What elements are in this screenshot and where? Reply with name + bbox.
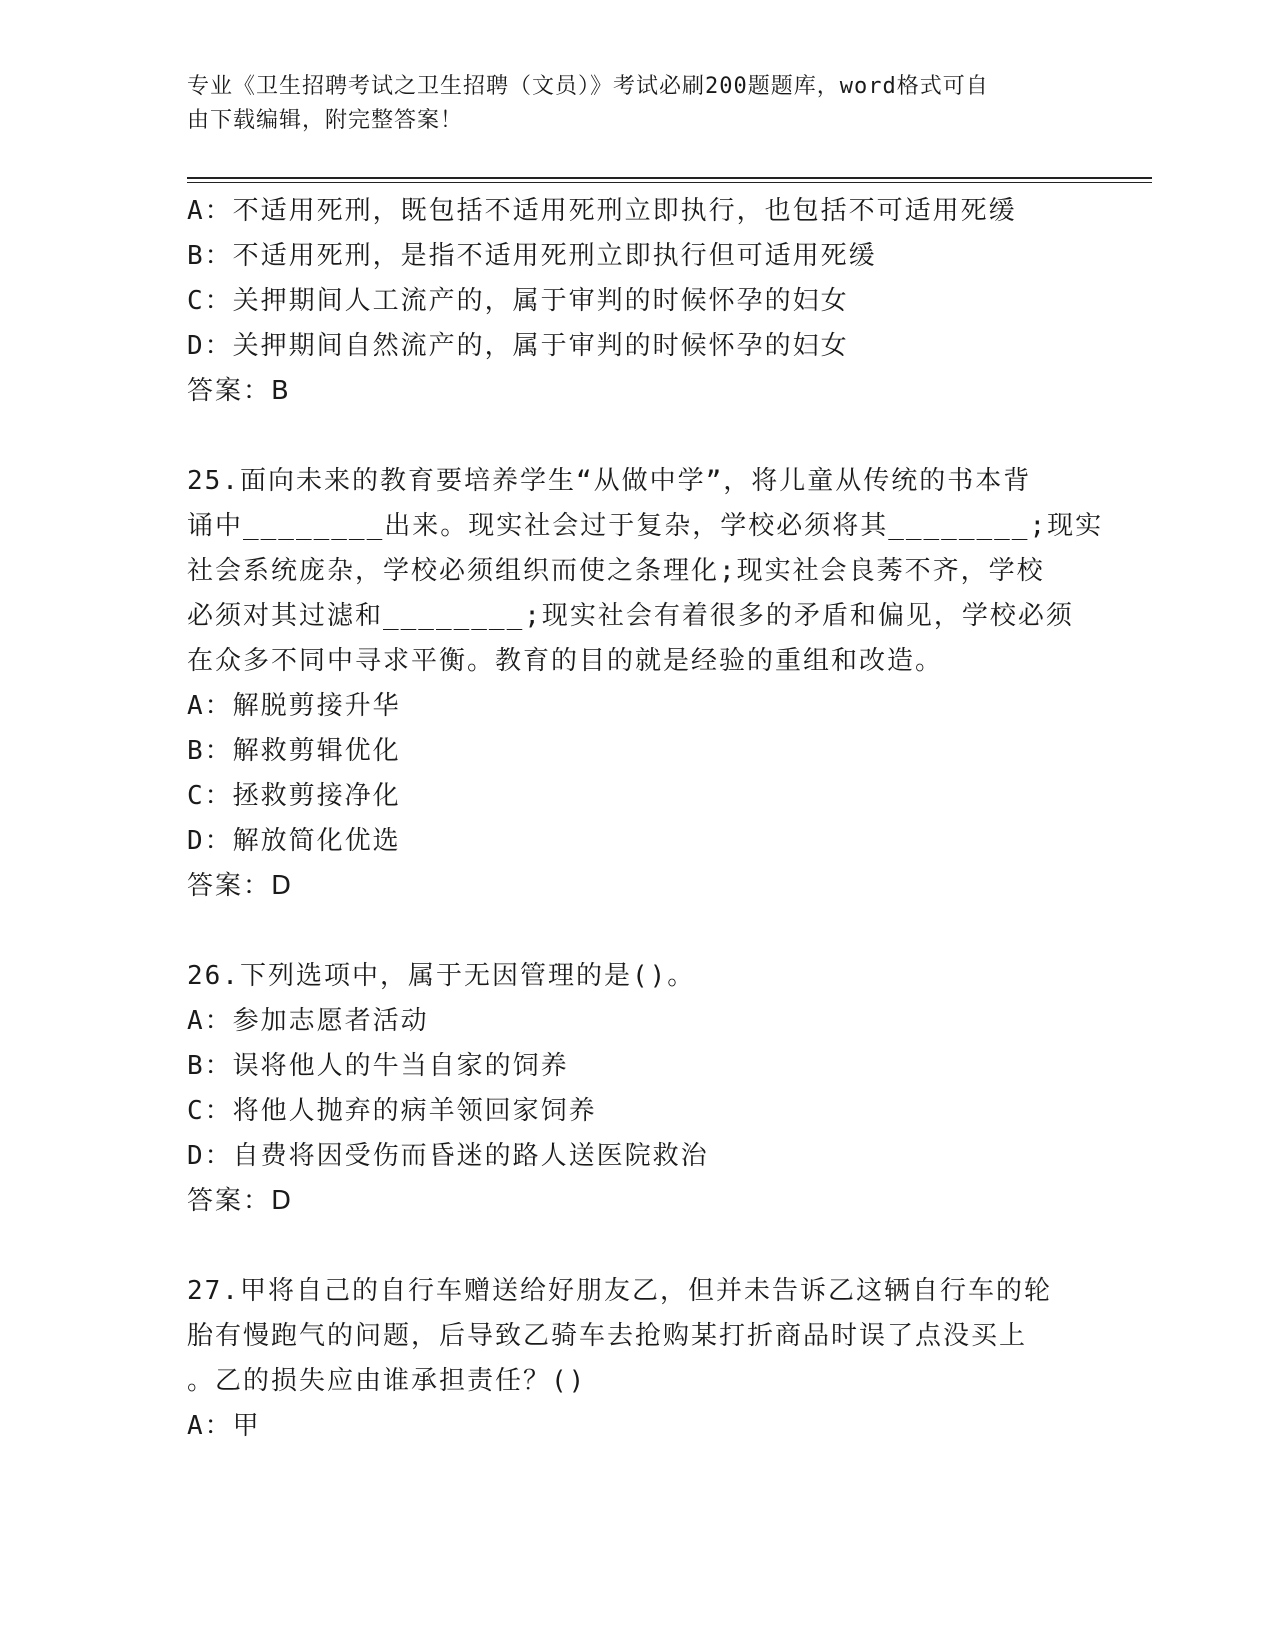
header-rule-thick <box>187 177 1152 179</box>
question-text-line: 必须对其过滤和________;现实社会有着很多的矛盾和偏见，学校必须 <box>187 601 1074 631</box>
option-c: C：关押期间人工流产的，属于审判的时候怀孕的妇女 <box>187 286 849 316</box>
option-b: B：误将他人的牛当自家的饲养 <box>187 1051 569 1081</box>
question-text-line: 27.甲将自己的自行车赠送给好朋友乙，但并未告诉乙这辆自行车的轮 <box>187 1276 1052 1306</box>
question-25 <box>187 459 1104 909</box>
option-d: D：解放简化优选 <box>187 826 401 856</box>
option-b: B：解救剪辑优化 <box>187 736 401 766</box>
spacer <box>187 909 1067 954</box>
header-rule-thin <box>187 182 1152 183</box>
option-a: A：甲 <box>187 1411 261 1441</box>
answer-line: 答案：D <box>187 871 294 901</box>
spacer <box>187 1224 1067 1269</box>
question-26 <box>187 954 1067 1224</box>
document-header <box>187 70 1067 138</box>
option-d: D：自费将因受伤而昏迷的路人送医院救治 <box>187 1141 709 1171</box>
option-a: A：不适用死刑，既包括不适用死刑立即执行，也包括不可适用死缓 <box>187 196 1017 226</box>
answer-line: 答案：D <box>187 1186 294 1216</box>
option-c: C：将他人抛弃的病羊领回家饲养 <box>187 1096 597 1126</box>
option-a: A：解脱剪接升华 <box>187 691 401 721</box>
option-a: A：参加志愿者活动 <box>187 1006 429 1036</box>
question-text-line: 。乙的损失应由谁承担责任？() <box>187 1366 587 1396</box>
answer-line: 答案：B <box>187 376 291 406</box>
question-text-line: 诵中________出来。现实社会过于复杂，学校必须将其________;现实 <box>187 511 1104 541</box>
option-c: C：拯救剪接净化 <box>187 781 401 811</box>
question-text-line: 社会系统庞杂，学校必须组织而使之条理化;现实社会良莠不齐，学校 <box>187 556 1045 586</box>
option-d: D：关押期间自然流产的，属于审判的时候怀孕的妇女 <box>187 331 849 361</box>
question-content <box>187 189 1104 1449</box>
question-27 <box>187 1269 1067 1449</box>
header-line-2: 由下载编辑，附完整答案！ <box>187 108 464 133</box>
spacer <box>187 414 1067 459</box>
question-text-line: 25.面向未来的教育要培养学生“从做中学”，将儿童从传统的书本背 <box>187 466 1032 496</box>
header-line-1: 专业《卫生招聘考试之卫生招聘（文员）》考试必刷200题题库，word格式可自 <box>187 74 989 99</box>
question-text-line: 胎有慢跑气的问题，后导致乙骑车去抢购某打折商品时误了点没买上 <box>187 1321 1028 1351</box>
question-24 <box>187 189 1067 414</box>
question-text-line: 在众多不同中寻求平衡。教育的目的就是经验的重组和改造。 <box>187 646 944 676</box>
question-text-line: 26.下列选项中，属于无因管理的是()。 <box>187 961 696 991</box>
option-b: B：不适用死刑，是指不适用死刑立即执行但可适用死缓 <box>187 241 877 271</box>
